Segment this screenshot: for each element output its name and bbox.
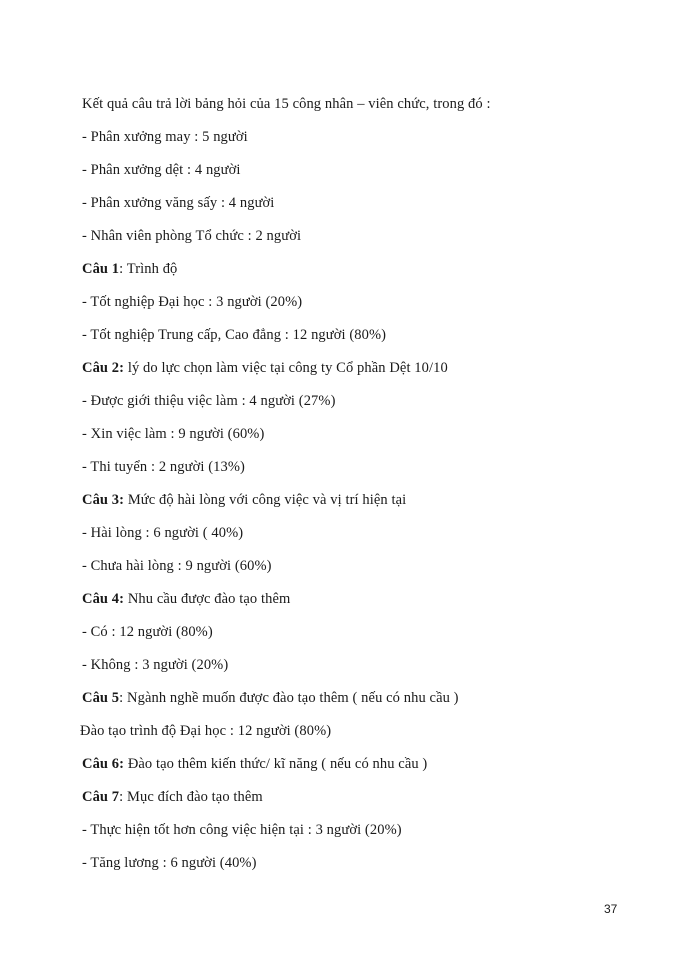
question-label: Câu 4: (82, 591, 125, 607)
answer-item: - Thực hiện tốt hơn công việc hiện tại : 3 người (20%) (82, 822, 402, 838)
question-6 (82, 748, 642, 781)
question-label: Câu 1 (82, 261, 120, 277)
question-4 (82, 583, 642, 616)
question-label: Câu 6: (82, 756, 125, 772)
answer-item: - Xin việc làm : 9 người (60%) (82, 426, 265, 442)
question-label: Câu 7 (82, 789, 120, 805)
answer-item: - Chưa hài lòng : 9 người (60%) (82, 558, 272, 574)
group-item: - Phân xưởng văng sấy : 4 người (82, 195, 275, 211)
question-text: Mức độ hài lòng với công việc và vị trí hiện tại (124, 492, 407, 508)
group-item: - Phân xưởng dệt : 4 người (82, 162, 241, 178)
question-label: Câu 5 (82, 690, 120, 706)
intro-text: Kết quả câu trả lời bảng hỏi của 15 công nhân – viên chức, trong đó : (82, 96, 491, 112)
answer-item: Đào tạo trình độ Đại học : 12 người (80%) (80, 723, 332, 739)
question-label: Câu 3: (82, 492, 125, 508)
question-7 (82, 781, 642, 814)
question-text: Nhu cầu được đào tạo thêm (124, 591, 291, 607)
answer-item: - Được giới thiệu việc làm : 4 người (27%) (82, 393, 336, 409)
answer-item: - Có : 12 người (80%) (82, 624, 213, 640)
question-text: Đào tạo thêm kiến thức/ kĩ năng ( nếu có nhu cầu ) (124, 756, 428, 772)
page-number: 37 (604, 902, 618, 916)
survey-results (82, 88, 642, 880)
question-5 (82, 682, 642, 715)
group-item: - Nhân viên phòng Tổ chức : 2 người (82, 228, 302, 244)
question-text: : Trình độ (119, 261, 178, 277)
question-1 (82, 253, 642, 286)
answer-item: - Không : 3 người (20%) (82, 657, 229, 673)
answer-item: - Tăng lương : 6 người (40%) (82, 855, 257, 871)
question-text: lý do lực chọn làm việc tại công ty Cổ phần Dệt 10/10 (124, 360, 448, 376)
answer-item: - Thi tuyển : 2 người (13%) (82, 459, 245, 475)
answer-item: - Tốt nghiệp Trung cấp, Cao đẳng : 12 người (80%) (82, 327, 387, 343)
question-text: : Mục đích đào tạo thêm (119, 789, 263, 805)
question-2 (82, 352, 642, 385)
question-label: Câu 2: (82, 360, 125, 376)
answer-item: - Tốt nghiệp Đại học : 3 người (20%) (82, 294, 303, 310)
group-item: - Phân xưởng may : 5 người (82, 129, 248, 145)
question-3 (82, 484, 642, 517)
question-text: : Ngành nghề muốn được đào tạo thêm ( nếu có nhu cầu ) (119, 690, 459, 706)
answer-item: - Hài lòng : 6 người ( 40%) (82, 525, 244, 541)
